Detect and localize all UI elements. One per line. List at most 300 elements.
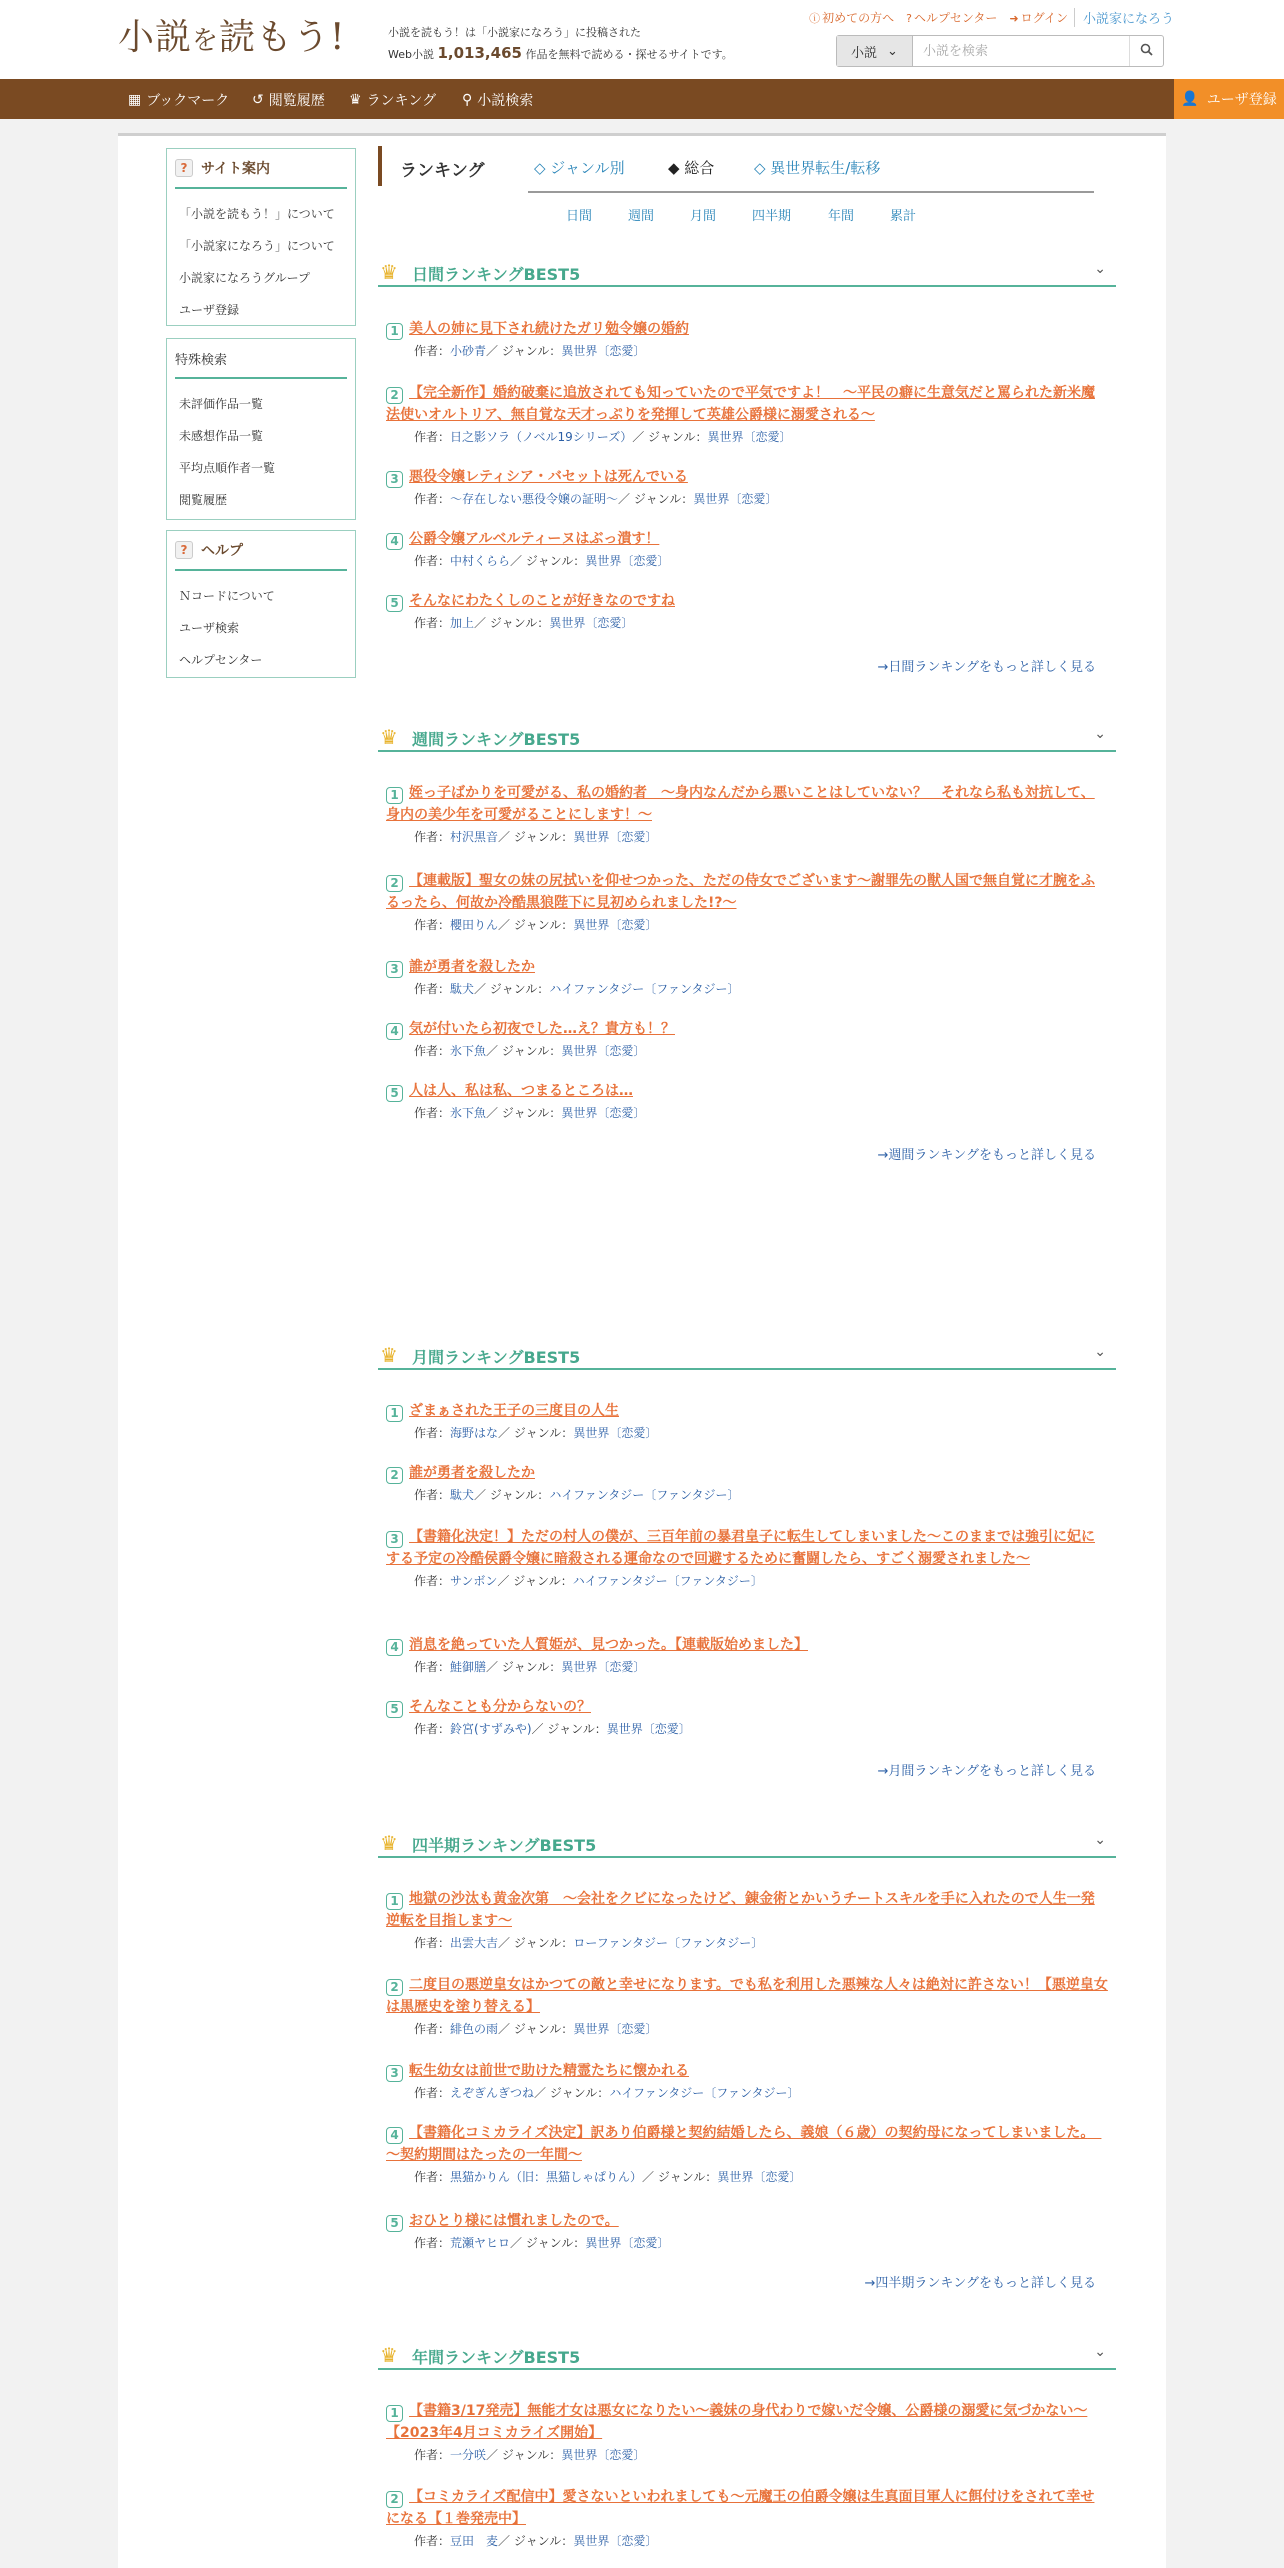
crown-icon: ♛ <box>380 1831 398 1855</box>
genre-link[interactable]: ハイファンタジー〔ファンタジー〕 <box>572 1574 763 1588</box>
author-link[interactable]: サンボン <box>450 1574 498 1588</box>
rank-badge: 1 <box>386 2405 403 2422</box>
chevron-down-icon[interactable]: ⌄ <box>1094 1832 1106 1848</box>
more-ranking-link[interactable]: →日間ランキングをもっと詳しく見る <box>877 660 1096 675</box>
ranking-entry <box>386 1080 1108 1124</box>
novel-title-link[interactable] <box>386 1974 1108 2018</box>
ranking-entry <box>386 1018 1108 1062</box>
genre-link[interactable]: ローファンタジー〔ファンタジー〕 <box>573 1936 764 1950</box>
novel-count: 1,013,465 <box>437 44 522 62</box>
crown-icon: ♛ <box>380 1343 398 1367</box>
crown-icon: ♛ <box>380 2343 398 2367</box>
ranking-entry <box>386 2486 1108 2552</box>
genre-label: ／ ジャンル： <box>498 1426 574 1440</box>
sidebar-title: ヘルプ <box>201 543 243 559</box>
novel-title: 人は人、私は私、つまるところは… <box>409 1083 633 1099</box>
sidebar-heading <box>175 531 347 571</box>
period-yearly[interactable]: 年間 <box>828 209 855 224</box>
chevron-down-icon[interactable]: ⌄ <box>1094 1344 1106 1360</box>
rank-badge: 2 <box>386 875 403 892</box>
rank-badge: 4 <box>386 1023 403 1040</box>
sidebar-site-guide <box>166 148 356 326</box>
novel-title-link[interactable] <box>386 382 1108 426</box>
ranking-entry <box>386 1462 1108 1506</box>
genre-label: ／ ジャンル： <box>486 1044 562 1058</box>
novel-title-link[interactable] <box>386 1526 1108 1570</box>
genre-link[interactable]: 異世界〔恋愛〕 <box>549 616 634 630</box>
sidebar-link[interactable]: 閲覧履歴 <box>179 492 228 507</box>
genre-link[interactable]: 異世界〔恋愛〕 <box>585 554 670 568</box>
period-weekly[interactable]: 週間 <box>628 209 655 224</box>
author-label: 作者： <box>414 616 451 630</box>
author-link[interactable]: ～存在しない悪役令嬢の証明～ <box>450 492 619 506</box>
ranking-entry <box>386 956 1108 1000</box>
genre-link[interactable]: 異世界〔恋愛〕 <box>693 492 778 506</box>
rank-badge: 5 <box>386 595 403 612</box>
period-quarterly[interactable]: 四半期 <box>752 209 792 224</box>
genre-label: ／ ジャンル： <box>474 1488 550 1502</box>
genre-label: ／ ジャンル： <box>486 2448 562 2462</box>
novel-title-link[interactable] <box>386 1696 1108 1718</box>
beginners-link[interactable] <box>809 9 894 26</box>
novel-meta <box>414 1718 1108 1740</box>
sidebar-link[interactable]: ユーザ登録 <box>179 302 240 317</box>
nav-ranking-label: ランキング <box>366 93 437 109</box>
novel-meta <box>414 978 1108 1000</box>
question-icon: ? <box>175 541 193 559</box>
novel-title: 誰が勇者を殺したか <box>409 1465 535 1481</box>
author-label: 作者： <box>414 2022 451 2036</box>
info-icon: ⓘ <box>809 12 821 25</box>
novel-title-link[interactable] <box>386 1018 1108 1040</box>
novel-meta <box>414 2530 1108 2552</box>
sidebar-special-search <box>166 338 356 520</box>
genre-link[interactable]: ハイファンタジー〔ファンタジー〕 <box>609 2086 800 2100</box>
novel-title-link[interactable] <box>386 1888 1108 1932</box>
author-link[interactable]: 鮭御膳 <box>450 1660 487 1674</box>
sidebar-link[interactable]: ユーザ検索 <box>179 620 240 635</box>
author-label: 作者： <box>414 2086 451 2100</box>
author-label: 作者： <box>414 492 451 506</box>
count-prefix: Web小説 <box>388 48 434 61</box>
nav-search[interactable] <box>462 90 533 110</box>
genre-link[interactable]: 異世界〔恋愛〕 <box>561 1106 646 1120</box>
genre-label: ／ ジャンル： <box>498 2022 574 2036</box>
author-link[interactable]: えぞぎんぎつね <box>450 2086 535 2100</box>
ranking-entry <box>386 1400 1108 1444</box>
ranking-entry <box>386 590 1108 634</box>
crown-icon: ♛ <box>380 260 398 284</box>
chevron-down-icon[interactable]: ⌄ <box>1094 2344 1106 2360</box>
author-link[interactable]: 海野はな <box>450 1426 499 1440</box>
author-link[interactable]: 氷下魚 <box>450 1106 487 1120</box>
section-title: 週間ランキングBEST5 <box>412 730 581 749</box>
genre-link[interactable]: 異世界〔恋愛〕 <box>717 2170 802 2184</box>
novel-meta <box>414 1656 1108 1678</box>
novel-title-link[interactable] <box>386 1634 1108 1656</box>
novel-title: ざまぁされた王子の三度目の人生 <box>409 1403 619 1419</box>
author-label: 作者： <box>414 2534 451 2548</box>
novel-meta <box>414 2082 1108 2104</box>
author-label: 作者： <box>414 2170 451 2184</box>
rank-badge: 1 <box>386 787 403 804</box>
nav-search-label: 小説検索 <box>477 93 534 109</box>
ranking-entry <box>386 528 1108 572</box>
novel-meta <box>414 1102 1108 1124</box>
novel-title: 悪役令嬢レティシア・バセットは死んでいる <box>409 469 688 485</box>
register-button[interactable] <box>1174 79 1284 119</box>
genre-link[interactable]: 異世界〔恋愛〕 <box>573 2534 658 2548</box>
novel-meta <box>414 1422 1108 1444</box>
author-label: 作者： <box>414 1044 451 1058</box>
more-ranking-link[interactable]: →四半期ランキングをもっと詳しく見る <box>864 2276 1096 2291</box>
novel-title-link[interactable] <box>386 2486 1108 2530</box>
login-icon: ➜ <box>1009 12 1019 25</box>
author-label: 作者： <box>414 1660 451 1674</box>
tab-isekai[interactable]: ◇ 異世界転生/転移 <box>754 159 881 177</box>
novel-title: 【書籍3/17発売】無能才女は悪女になりたい～義妹の身代わりで嫁いだ令嬢、公爵様の溺愛に気づかない～【2023年4月コミカライズ開始】 <box>386 2403 1088 2441</box>
novel-title-link[interactable] <box>386 782 1108 826</box>
genre-label: ／ ジャンル： <box>531 1722 607 1736</box>
novel-meta <box>414 612 1108 634</box>
author-link[interactable]: 中村くらら <box>450 554 511 568</box>
novel-title-link[interactable] <box>386 956 1108 978</box>
ranking-section-weekly-header[interactable] <box>378 722 1116 752</box>
more-ranking-link[interactable]: →月間ランキングをもっと詳しく見る <box>877 1764 1096 1779</box>
novel-title: 地獄の沙汰も黄金次第 ～会社をクビになったけど、錬金術とかいうチートスキルを手に入れたので人生一発逆転を目指します～ <box>386 1891 1095 1929</box>
ranking-entry <box>386 1696 1108 1740</box>
ranking-section-quarterly-header[interactable] <box>378 1828 1116 1858</box>
nav-bookmark[interactable] <box>128 90 229 110</box>
genre-label: ／ ジャンル： <box>474 616 550 630</box>
author-label: 作者： <box>414 2448 451 2462</box>
novel-title: 姪っ子ばかりを可愛がる、私の婚約者 ～身内なんだから悪いことはしていない？ それなら私も対抗して、身内の美少年を可愛がることにします！～ <box>386 785 1095 823</box>
tab-underline <box>528 191 1094 193</box>
ranking-entry <box>386 870 1108 936</box>
novel-meta <box>414 550 1108 572</box>
novel-title: そんなことも分からないの？ <box>409 1699 591 1715</box>
question-icon: ? <box>175 159 193 177</box>
genre-label: ／ ジャンル： <box>510 554 586 568</box>
help-center-link-label: ヘルプセンター <box>913 11 998 25</box>
period-daily[interactable]: 日間 <box>566 209 593 224</box>
ranking-entry <box>386 382 1108 448</box>
novel-title: 公爵令嬢アルベルティーヌはぶっ潰す！ <box>409 531 660 547</box>
novel-meta <box>414 1040 1108 1062</box>
rank-badge: 3 <box>386 2065 403 2082</box>
search-bar <box>836 35 1164 67</box>
rank-badge: 3 <box>386 471 403 488</box>
sidebar-link[interactable]: 未感想作品一覧 <box>179 428 264 443</box>
genre-label: ／ ジャンル： <box>510 2236 586 2250</box>
novel-title-link[interactable] <box>386 1462 1108 1484</box>
site-count <box>388 44 733 62</box>
novel-meta <box>414 2166 1108 2188</box>
novel-meta <box>414 826 1108 848</box>
nav-ranking[interactable] <box>349 90 436 110</box>
genre-label: ／ ジャンル： <box>497 1574 573 1588</box>
login-link[interactable] <box>1009 9 1068 26</box>
author-link[interactable]: 小砂青 <box>450 344 487 358</box>
novel-title-link[interactable] <box>386 2210 1108 2232</box>
novel-title: 【書籍化決定！】ただの村人の僕が、三百年前の暴君皇子に転生してしまいました～このままでは強引に妃にする予定の冷酷侯爵令嬢に暗殺される運命なので回避するために奮闘したら、すごく溺愛されました～ <box>386 1529 1095 1567</box>
genre-link[interactable]: 異世界〔恋愛〕 <box>561 2448 646 2462</box>
novel-title: おひとり様には慣れましたので。 <box>409 2213 619 2229</box>
top-links <box>809 9 1068 26</box>
sidebar-link[interactable]: 「小説家になろう」について <box>179 238 335 253</box>
novel-meta <box>414 1484 1108 1506</box>
period-total[interactable]: 累計 <box>890 209 917 224</box>
more-ranking-link[interactable]: →週間ランキングをもっと詳しく見る <box>877 1148 1096 1163</box>
sidebar-link[interactable]: 小説家になろうグループ <box>179 270 311 285</box>
rank-badge: 4 <box>386 1639 403 1656</box>
novel-title-link[interactable] <box>386 2122 1108 2166</box>
novel-title: 【書籍化コミカライズ決定】訳あり伯爵様と契約結婚したら、義娘（６歳）の契約母になってしまいました。 ～契約期間はたったの一年間～ <box>386 2125 1102 2163</box>
author-link[interactable]: 緋色の雨 <box>450 2022 499 2036</box>
search-type-select[interactable] <box>837 36 913 66</box>
ranking-entry <box>386 1974 1108 2040</box>
rank-badge: 2 <box>386 1467 403 1484</box>
main-nav <box>0 79 1284 119</box>
author-link[interactable]: 加上 <box>450 616 475 630</box>
genre-label: ／ ジャンル： <box>498 830 574 844</box>
chevron-down-icon: ⌄ <box>887 43 898 59</box>
novel-meta <box>414 1932 1108 1954</box>
genre-link[interactable]: 異世界〔恋愛〕 <box>561 1660 646 1674</box>
list-icon: ▦ <box>128 92 142 108</box>
rank-badge: 5 <box>386 1701 403 1718</box>
nav-history[interactable] <box>252 90 325 110</box>
sidebar-title: サイト案内 <box>201 161 271 177</box>
history-icon: ↺ <box>252 92 264 108</box>
genre-label: ／ ジャンル： <box>498 2534 574 2548</box>
novel-title: そんなにわたくしのことが好きなのですね <box>409 593 675 609</box>
search-input[interactable] <box>913 36 1129 66</box>
genre-label: ／ ジャンル： <box>486 1106 562 1120</box>
genre-link[interactable]: 異世界〔恋愛〕 <box>606 1722 691 1736</box>
genre-link[interactable]: 異世界〔恋愛〕 <box>561 1044 646 1058</box>
chevron-down-icon[interactable]: ⌄ <box>1094 261 1106 277</box>
logo-text-wo: を <box>192 26 220 56</box>
sidebar-link[interactable]: Ｎコードについて <box>179 588 275 603</box>
genre-link[interactable]: ハイファンタジー〔ファンタジー〕 <box>549 982 740 996</box>
novel-meta <box>414 2444 1108 2466</box>
genre-link[interactable]: 異世界〔恋愛〕 <box>573 2022 658 2036</box>
nav-history-label: 閲覧履歴 <box>268 93 325 109</box>
novel-title: 【連載版】聖女の妹の尻拭いを仰せつかった、ただの侍女でございます〜謝罪先の獣人国で無自覚に才腕をふるったら、何故か冷酷黒狼陛下に見初められました!?〜 <box>386 873 1095 911</box>
ranking-entry <box>386 2060 1108 2104</box>
ranking-entry <box>386 2210 1108 2254</box>
ranking-section-monthly-header[interactable] <box>378 1340 1116 1370</box>
site-header <box>0 0 1284 79</box>
search-type-value: 小説 <box>851 45 878 61</box>
novel-meta <box>414 2232 1108 2254</box>
logo-text-end: 読もう! <box>219 17 346 58</box>
sidebar-heading <box>175 339 347 379</box>
novel-title: 【完全新作】婚約破棄に追放されても知っていたので平気ですよ！ ～平民の癖に生意気だと罵られた新米魔法使いオルトリア、無自覚な天才っぷりを発揮して英雄公爵様に溺愛される～ <box>386 385 1095 423</box>
novel-title-link[interactable] <box>386 2400 1108 2444</box>
sidebar-title: 特殊検索 <box>175 352 228 368</box>
period-monthly[interactable]: 月間 <box>690 209 717 224</box>
genre-link[interactable]: 異世界〔恋愛〕 <box>573 918 658 932</box>
site-logo[interactable] <box>118 14 346 65</box>
novel-title-link[interactable] <box>386 1080 1108 1102</box>
sidebar-link[interactable]: 「小説を読もう！」について <box>179 206 335 221</box>
section-title: 日間ランキングBEST5 <box>412 265 581 284</box>
genre-label: ／ ジャンル： <box>642 2170 718 2184</box>
sidebar-help <box>166 530 356 678</box>
rank-badge: 4 <box>386 533 403 550</box>
question-icon: ? <box>906 12 912 25</box>
genre-label: ／ ジャンル： <box>498 1936 574 1950</box>
rank-badge: 2 <box>386 387 403 404</box>
author-link[interactable]: 日之影ソラ（ノベル19シリーズ） <box>450 430 633 444</box>
author-link[interactable]: 鈴宮(すずみや) <box>450 1722 532 1736</box>
author-label: 作者： <box>414 430 451 444</box>
novel-meta <box>414 488 1108 510</box>
logo-text-main: 小説 <box>118 17 193 58</box>
genre-label: ／ ジャンル： <box>486 344 562 358</box>
section-title: 月間ランキングBEST5 <box>412 1348 581 1367</box>
help-center-link[interactable] <box>906 9 997 26</box>
genre-label: ／ ジャンル： <box>632 430 708 444</box>
novel-meta <box>414 426 1108 448</box>
title-accent-bar <box>378 146 382 186</box>
ranking-tabs <box>378 146 1094 192</box>
login-link-label: ログイン <box>1020 11 1068 25</box>
author-link[interactable]: 荒瀬ヤヒロ <box>450 2236 511 2250</box>
novel-title-link[interactable] <box>386 870 1108 914</box>
count-suffix: 作品を無料で読める・探せるサイトです。 <box>525 48 733 61</box>
novel-title-link[interactable] <box>386 466 1108 488</box>
novel-title-link[interactable] <box>386 590 1108 612</box>
rank-badge: 5 <box>386 1085 403 1102</box>
rank-badge: 2 <box>386 1979 403 1996</box>
genre-link[interactable]: 異世界〔恋愛〕 <box>707 430 792 444</box>
author-label: 作者： <box>414 1426 451 1440</box>
novel-meta <box>414 2018 1108 2040</box>
ranking-entry <box>386 1888 1108 1954</box>
author-label: 作者： <box>414 918 451 932</box>
ranking-entry <box>386 782 1108 848</box>
ranking-section-yearly-header[interactable] <box>378 2340 1116 2370</box>
author-label: 作者： <box>414 1722 451 1736</box>
ranking-entry <box>386 1634 1108 1678</box>
genre-label: ／ ジャンル： <box>618 492 694 506</box>
author-label: 作者： <box>414 1574 451 1588</box>
novel-title: 二度目の悪逆皇女はかつての敵と幸せになります。でも私を利用した悪辣な人々は絶対に許さない！【悪逆皇女は黒歴史を塗り替える】 <box>386 1977 1108 2015</box>
novel-meta <box>414 914 1108 936</box>
author-link[interactable]: 櫻田りん <box>450 918 499 932</box>
author-link[interactable]: 出雲大吉 <box>450 1936 499 1950</box>
novel-title: 転生幼女は前世で助けた精霊たちに懐かれる <box>409 2063 689 2079</box>
genre-label: ／ ジャンル： <box>498 918 574 932</box>
genre-label: ／ ジャンル： <box>534 2086 610 2100</box>
sidebar-heading <box>175 149 347 189</box>
genre-label: ／ ジャンル： <box>486 1660 562 1674</box>
novel-meta <box>414 340 1108 362</box>
author-label: 作者： <box>414 344 451 358</box>
novel-title: 【コミカライズ配信中】愛さないといわれましても～元魔王の伯爵令嬢は生真面目軍人に餌付けをされて幸せになる【１巻発売中】 <box>386 2489 1095 2527</box>
author-link[interactable]: 豆田 麦 <box>450 2534 499 2548</box>
rank-badge: 1 <box>386 323 403 340</box>
rank-badge: 3 <box>386 1531 403 1548</box>
author-label: 作者： <box>414 1936 451 1950</box>
search-icon: ⚲ <box>462 92 473 108</box>
author-label: 作者： <box>414 982 451 996</box>
site-description: 小説を読もう！は「小説家になろう」に投稿された <box>388 26 641 39</box>
novel-title: 消息を絶っていた人質姫が、見つかった。【連載版始めました】 <box>409 1637 808 1653</box>
chevron-down-icon[interactable]: ⌄ <box>1094 726 1106 742</box>
sidebar-link[interactable]: 未評価作品一覧 <box>179 396 264 411</box>
novel-title: 気が付いたら初夜でした…え？貴方も！？ <box>409 1021 675 1037</box>
genre-label: ／ ジャンル： <box>474 982 550 996</box>
genre-link[interactable]: 異世界〔恋愛〕 <box>585 2236 670 2250</box>
novel-title-link[interactable] <box>386 318 1108 340</box>
ranking-section-daily-header[interactable] <box>378 257 1116 287</box>
beginners-link-label: 初めての方へ <box>822 11 895 25</box>
tab-overall[interactable]: ◆ 総合 <box>668 159 715 177</box>
author-link[interactable]: 村沢黒音 <box>450 830 499 844</box>
section-title: 年間ランキングBEST5 <box>412 2348 581 2367</box>
author-label: 作者： <box>414 2236 451 2250</box>
genre-link[interactable]: 異世界〔恋愛〕 <box>561 344 646 358</box>
search-icon <box>1140 43 1153 59</box>
user-icon: 👤 <box>1181 91 1199 107</box>
rank-badge: 3 <box>386 961 403 978</box>
author-label: 作者： <box>414 830 451 844</box>
sidebar-link[interactable]: ヘルプセンター <box>179 652 263 667</box>
author-label: 作者： <box>414 554 451 568</box>
novel-title: 誰が勇者を殺したか <box>409 959 535 975</box>
genre-link[interactable]: ハイファンタジー〔ファンタジー〕 <box>549 1488 740 1502</box>
nav-bookmark-label: ブックマーク <box>146 93 230 109</box>
rank-badge: 2 <box>386 2491 403 2508</box>
page-title: ランキング <box>400 161 485 181</box>
ranking-entry <box>386 466 1108 510</box>
narou-logo[interactable]: 小説家になろう <box>1074 8 1174 27</box>
register-label: ユーザ登録 <box>1206 92 1277 108</box>
section-title: 四半期ランキングBEST5 <box>412 1836 597 1855</box>
genre-link[interactable]: 異世界〔恋愛〕 <box>573 830 658 844</box>
novel-title-link[interactable] <box>386 528 1108 550</box>
rank-badge: 1 <box>386 1893 403 1910</box>
novel-meta <box>414 1570 1108 1592</box>
novel-title-link[interactable] <box>386 2060 1108 2082</box>
sidebar-link[interactable]: 平均点順作者一覧 <box>179 460 276 475</box>
crown-icon: ♛ <box>380 725 398 749</box>
ranking-entry <box>386 2122 1108 2188</box>
rank-badge: 4 <box>386 2127 403 2144</box>
author-label: 作者： <box>414 1106 451 1120</box>
author-link[interactable]: 駄犬 <box>450 1488 475 1502</box>
search-button[interactable] <box>1129 36 1163 66</box>
author-link[interactable]: 駄犬 <box>450 982 475 996</box>
tab-genre[interactable]: ◇ ジャンル別 <box>534 159 625 177</box>
ranking-entry <box>386 2400 1108 2466</box>
rank-badge: 5 <box>386 2215 403 2232</box>
crown-icon: ♛ <box>349 92 362 108</box>
novel-title-link[interactable] <box>386 1400 1108 1422</box>
author-link[interactable]: 氷下魚 <box>450 1044 487 1058</box>
genre-link[interactable]: 異世界〔恋愛〕 <box>573 1426 658 1440</box>
ranking-entry <box>386 318 1108 362</box>
author-label: 作者： <box>414 1488 451 1502</box>
ranking-entry <box>386 1526 1108 1592</box>
author-link[interactable]: 一分咲 <box>450 2448 487 2462</box>
rank-badge: 1 <box>386 1405 403 1422</box>
author-link[interactable]: 黒猫かりん（旧：黒猫しゃぱりん） <box>450 2170 643 2184</box>
